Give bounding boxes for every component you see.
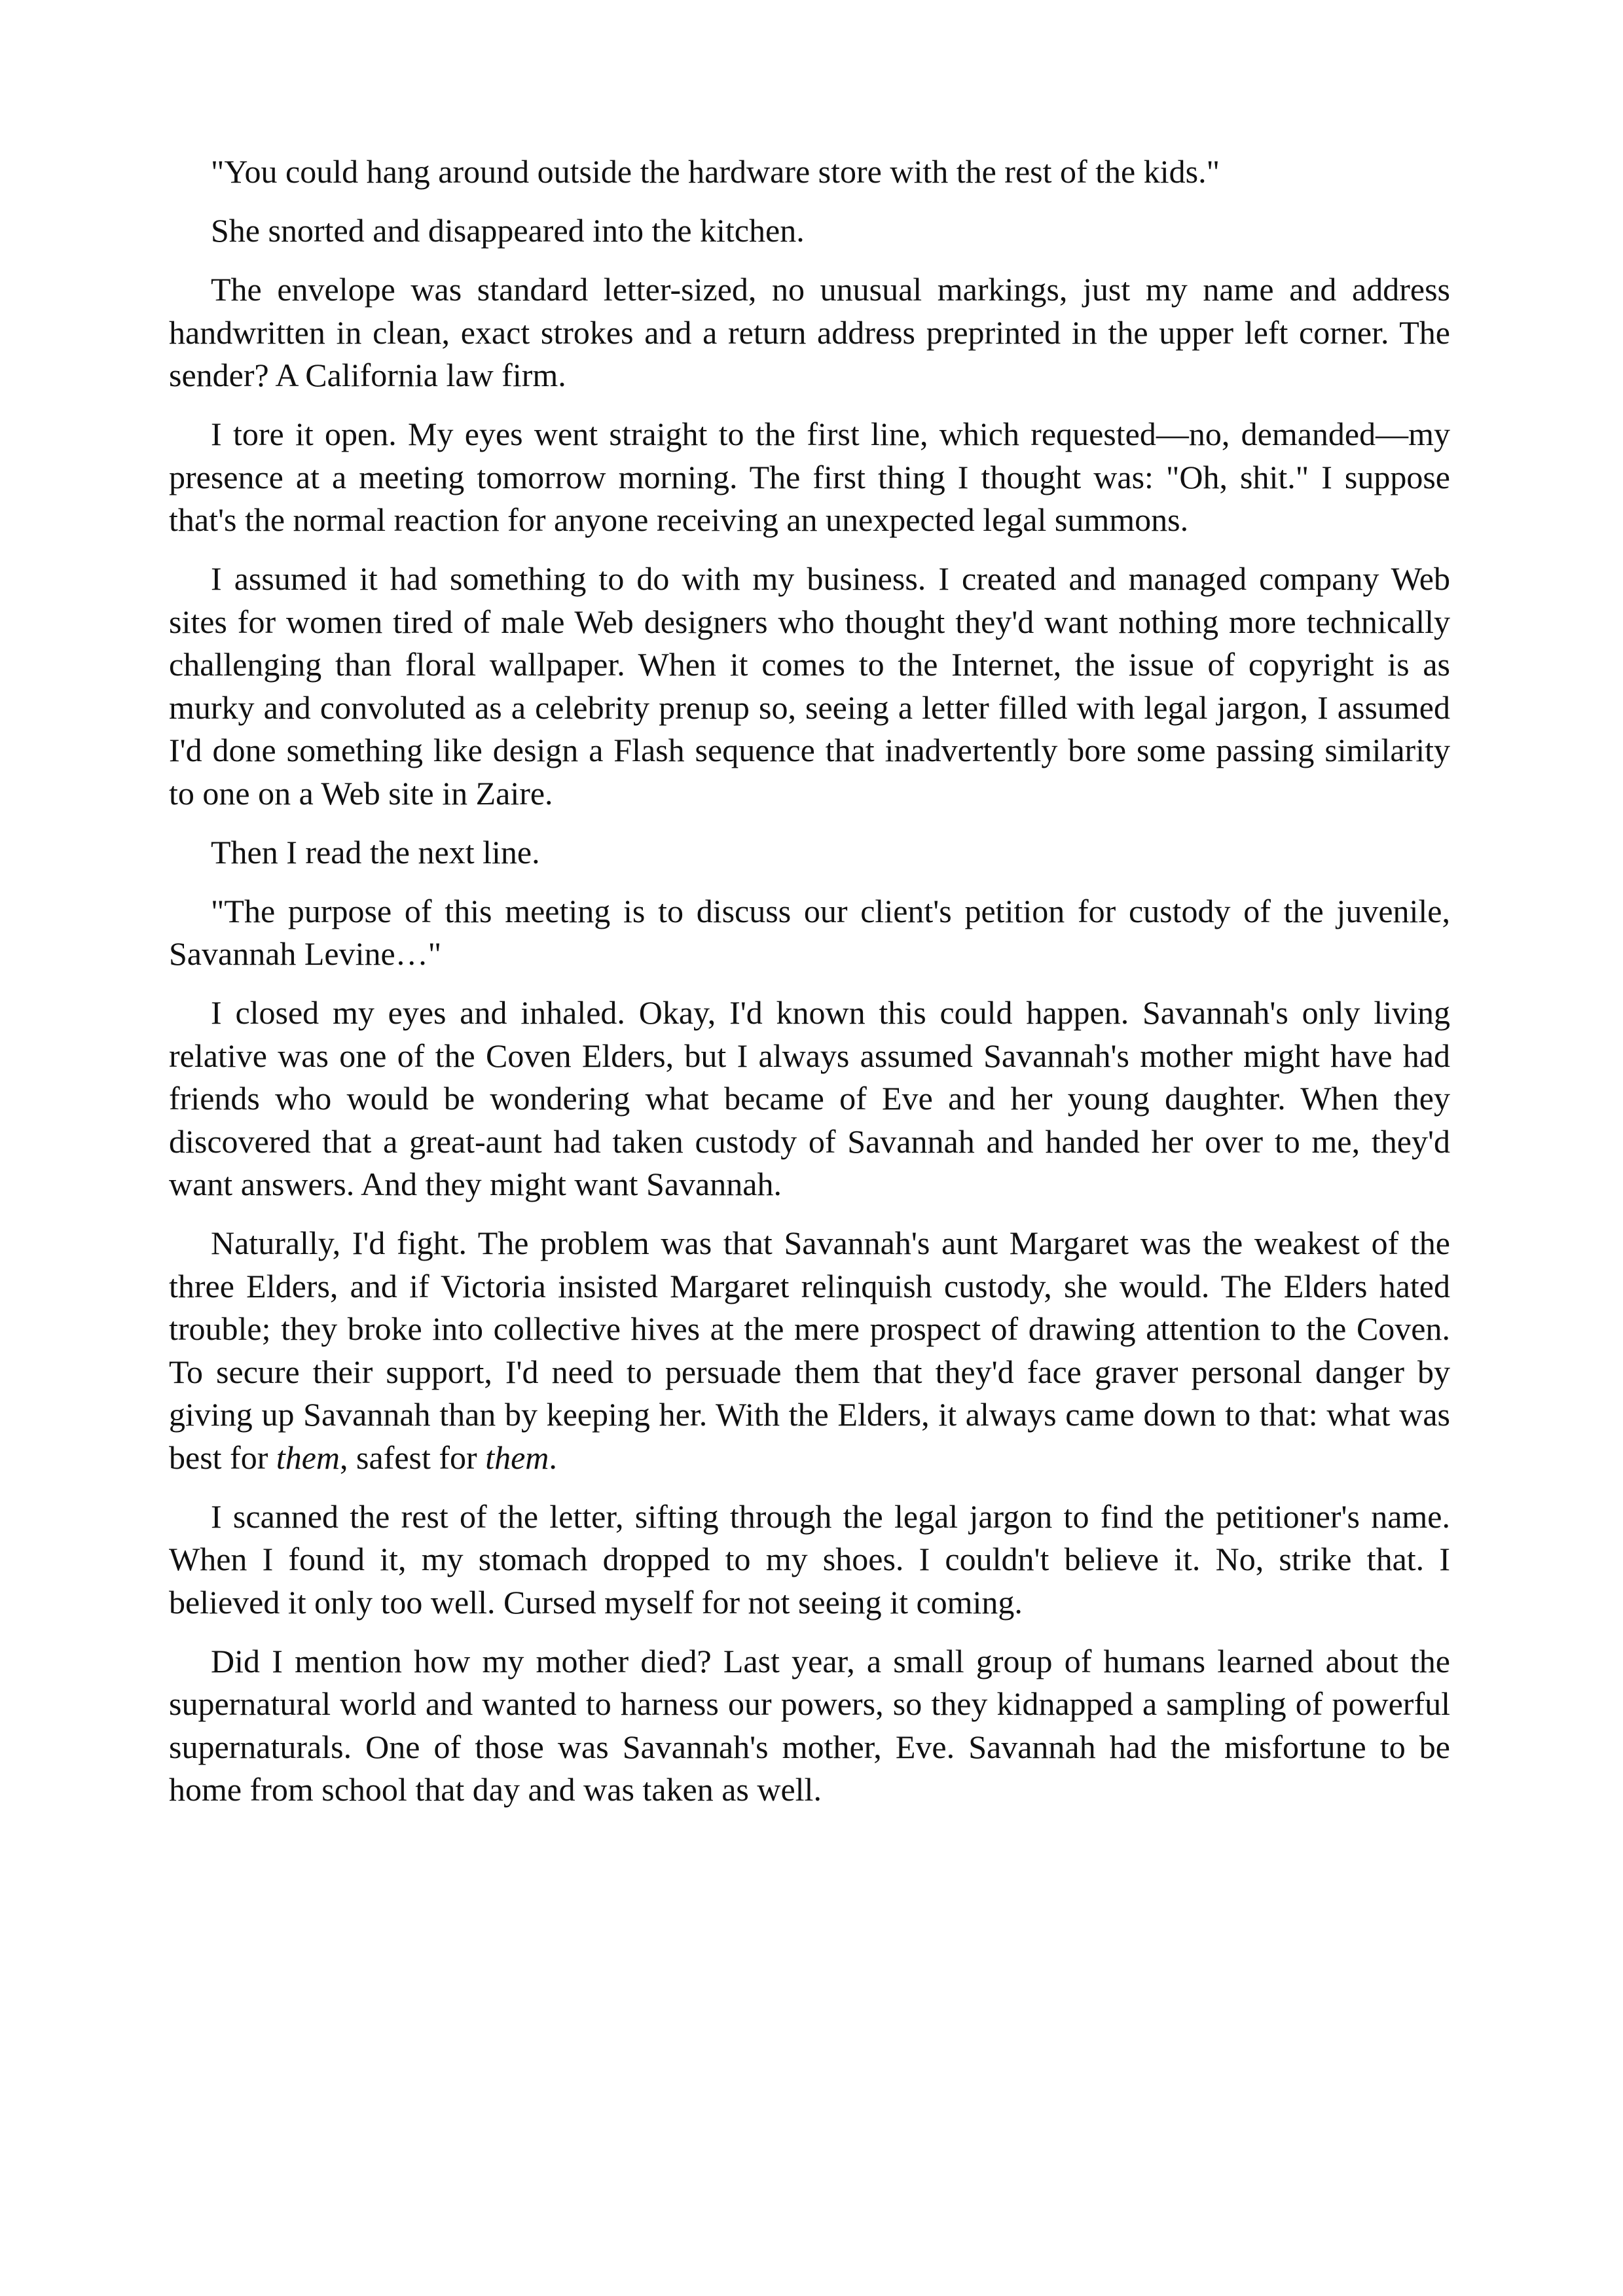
paragraph-10: I scanned the rest of the letter, sifting through the legal jargon to find the petitioner's name. When I found it, my stomach dropped to my shoes. I couldn't believe it. No, strike that. I believed it only too well. Cursed myself for not seeing it coming. xyxy=(169,1498,1450,1621)
paragraph-8: I closed my eyes and inhaled. Okay, I'd known this could happen. Savannah's only living relative was one of the Coven Elders, but I always assumed Savannah's mother might have had friends who would be wondering what became of Eve and her young daughter. When they discovered that a great-aunt had taken custody of Savannah and handed her over to me, they'd want answers. And they might want Savannah. xyxy=(169,994,1450,1202)
paragraph-2: She snorted and disappeared into the kitchen. xyxy=(211,212,805,249)
paragraph-9-text-2: , safest for xyxy=(340,1439,486,1476)
paragraph-9-text-1: Naturally, I'd fight. The problem was that Savannah's aunt Margaret was the weakest of the three Elders, and if Victoria insisted Margaret relinquish custody, she would. The Elders hated trouble; they broke into collective hives at the mere prospect of drawing attention to the Coven. To secure their support, I'd need to persuade them that they'd face graver personal danger by giving up Savannah than by keeping her. With the Elders, it always came down to that: what was best for xyxy=(169,1225,1450,1476)
paragraph-6: Then I read the next line. xyxy=(211,833,540,870)
paragraph-1: "You could hang around outside the hardware store with the rest of the kids." xyxy=(211,153,1220,190)
paragraph-3: The envelope was standard letter-sized, no unusual markings, just my name and address handwritten in clean, exact strokes and a return address preprinted in the upper left corner. The sender? A California law firm. xyxy=(169,271,1450,393)
paragraph-5: I assumed it had something to do with my business. I created and managed company Web sites for women tired of male Web designers who thought they'd want nothing more technically challenging than floral wallpaper. When it comes to the Internet, the issue of copyright is as murky and convoluted as a celebrity prenup so, seeing a letter filled with legal jargon, I assumed I'd done something like design a Flash sequence that inadvertently bore some passing similarity to one on a Web site in Zaire. xyxy=(169,560,1450,812)
document-page xyxy=(169,151,1450,1812)
paragraph-7: "The purpose of this meeting is to discuss our client's petition for custody of the juvenile, Savannah Levine…" xyxy=(169,892,1450,972)
paragraph-9-emphasis-1: them xyxy=(276,1439,340,1476)
paragraph-9-text-3: . xyxy=(549,1439,557,1476)
paragraph-9 xyxy=(169,1222,1450,1479)
paragraph-11: Did I mention how my mother died? Last year, a small group of humans learned about the supernatural world and wanted to harness our powers, so they kidnapped a sampling of powerful supernaturals. One of those was Savannah's mother, Eve. Savannah had the misfortune to be home from school that day and was taken as well. xyxy=(169,1642,1450,1808)
paragraph-9-emphasis-2: them xyxy=(485,1439,549,1476)
paragraph-4: I tore it open. My eyes went straight to the first line, which requested—no, demanded—my presence at a meeting tomorrow morning. The first thing I thought was: "Oh, shit." I suppose that's the normal reaction for anyone receiving an unexpected legal summons. xyxy=(169,416,1450,538)
